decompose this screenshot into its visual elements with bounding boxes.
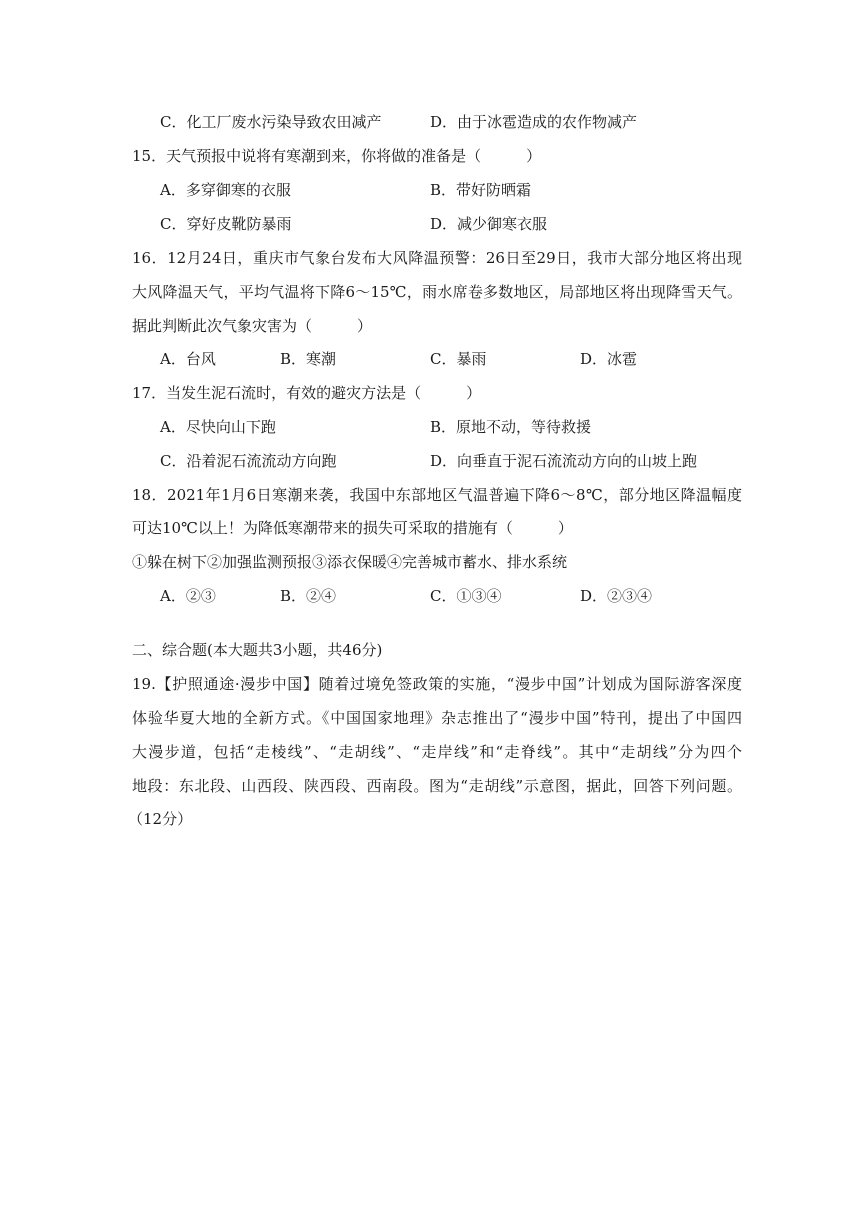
q17-option-c: C．沿着泥石流流动方向跑 (160, 452, 337, 470)
q16-stem-line2: 大风降温天气，平均气温将下降6～15℃，雨水席卷多数地区，局部地区将出现降雪天气。 (132, 283, 742, 301)
q16-option-b: B．寒潮 (280, 350, 337, 368)
q16-option-a: A．台风 (160, 350, 216, 368)
q17-stem: 17．当发生泥石流时，有效的避灾方法是（ ） (132, 384, 482, 402)
q17-option-d: D．向垂直于泥石流流动方向的山坡上跑 (430, 452, 698, 470)
q15-option-a: A．多穿御寒的衣服 (160, 181, 291, 199)
q16-option-c: C．暴雨 (430, 350, 487, 368)
q17-option-b: B．原地不动，等待救援 (430, 418, 592, 436)
q19-line3: 大漫步道，包括“走棱线”、“走胡线”、“走岸线”和“走脊线”。其中“走胡线”分为四个 (132, 743, 742, 761)
q18-statements: ①躲在树下②加强监测预报③添衣保暖④完善城市蓄水、排水系统 (132, 553, 568, 571)
q19-line2: 体验华夏大地的全新方式。《中国国家地理》杂志推出了“漫步中国”特刊，提出了中国四 (132, 709, 742, 727)
q18-option-a: A．②③ (160, 587, 216, 605)
q19-line5: （12分） (128, 810, 193, 828)
q15-option-c: C．穿好皮靴防暴雨 (160, 215, 292, 233)
q19-line1: 19.【护照通途·漫步中国】随着过境免签政策的实施，“漫步中国”计划成为国际游客深度 (132, 675, 742, 693)
q15-stem: 15．天气预报中说将有寒潮到来，你将做的准备是（ ） (132, 147, 542, 165)
q19-line4: 地段：东北段、山西段、陕西段、西南段。图为“走胡线”示意图，据此，回答下列问题。 (132, 777, 742, 795)
section-heading: 二、综合题(本大题共3小题，共46分) (132, 641, 383, 659)
q17-option-a: A．尽快向山下跑 (160, 418, 276, 436)
q15-option-b: B．带好防晒霜 (430, 181, 532, 199)
q14-option-c: C．化工厂废水污染导致农田减产 (160, 113, 382, 131)
q18-option-d: D．②③④ (580, 587, 653, 605)
q18-stem-line1: 18．2021年1月6日寒潮来袭，我国中东部地区气温普遍下降6～8℃，部分地区降温幅度 (132, 486, 742, 504)
q16-stem-line3: 据此判断此次气象灾害为（ ） (132, 317, 373, 335)
q14-option-d: D．由于冰雹造成的农作物减产 (430, 113, 638, 131)
q16-option-d: D．冰雹 (580, 350, 638, 368)
q16-stem-line1: 16．12月24日，重庆市气象台发布大风降温预警：26日至29日，我市大部分地区将出现 (132, 249, 742, 267)
q15-option-d: D．减少御寒衣服 (430, 215, 548, 233)
q18-option-c: C．①③④ (430, 587, 502, 605)
q18-option-b: B．②④ (280, 587, 337, 605)
q18-stem-line2: 可达10℃以上！为降低寒潮带来的损失可采取的措施有（ ） (132, 519, 573, 537)
